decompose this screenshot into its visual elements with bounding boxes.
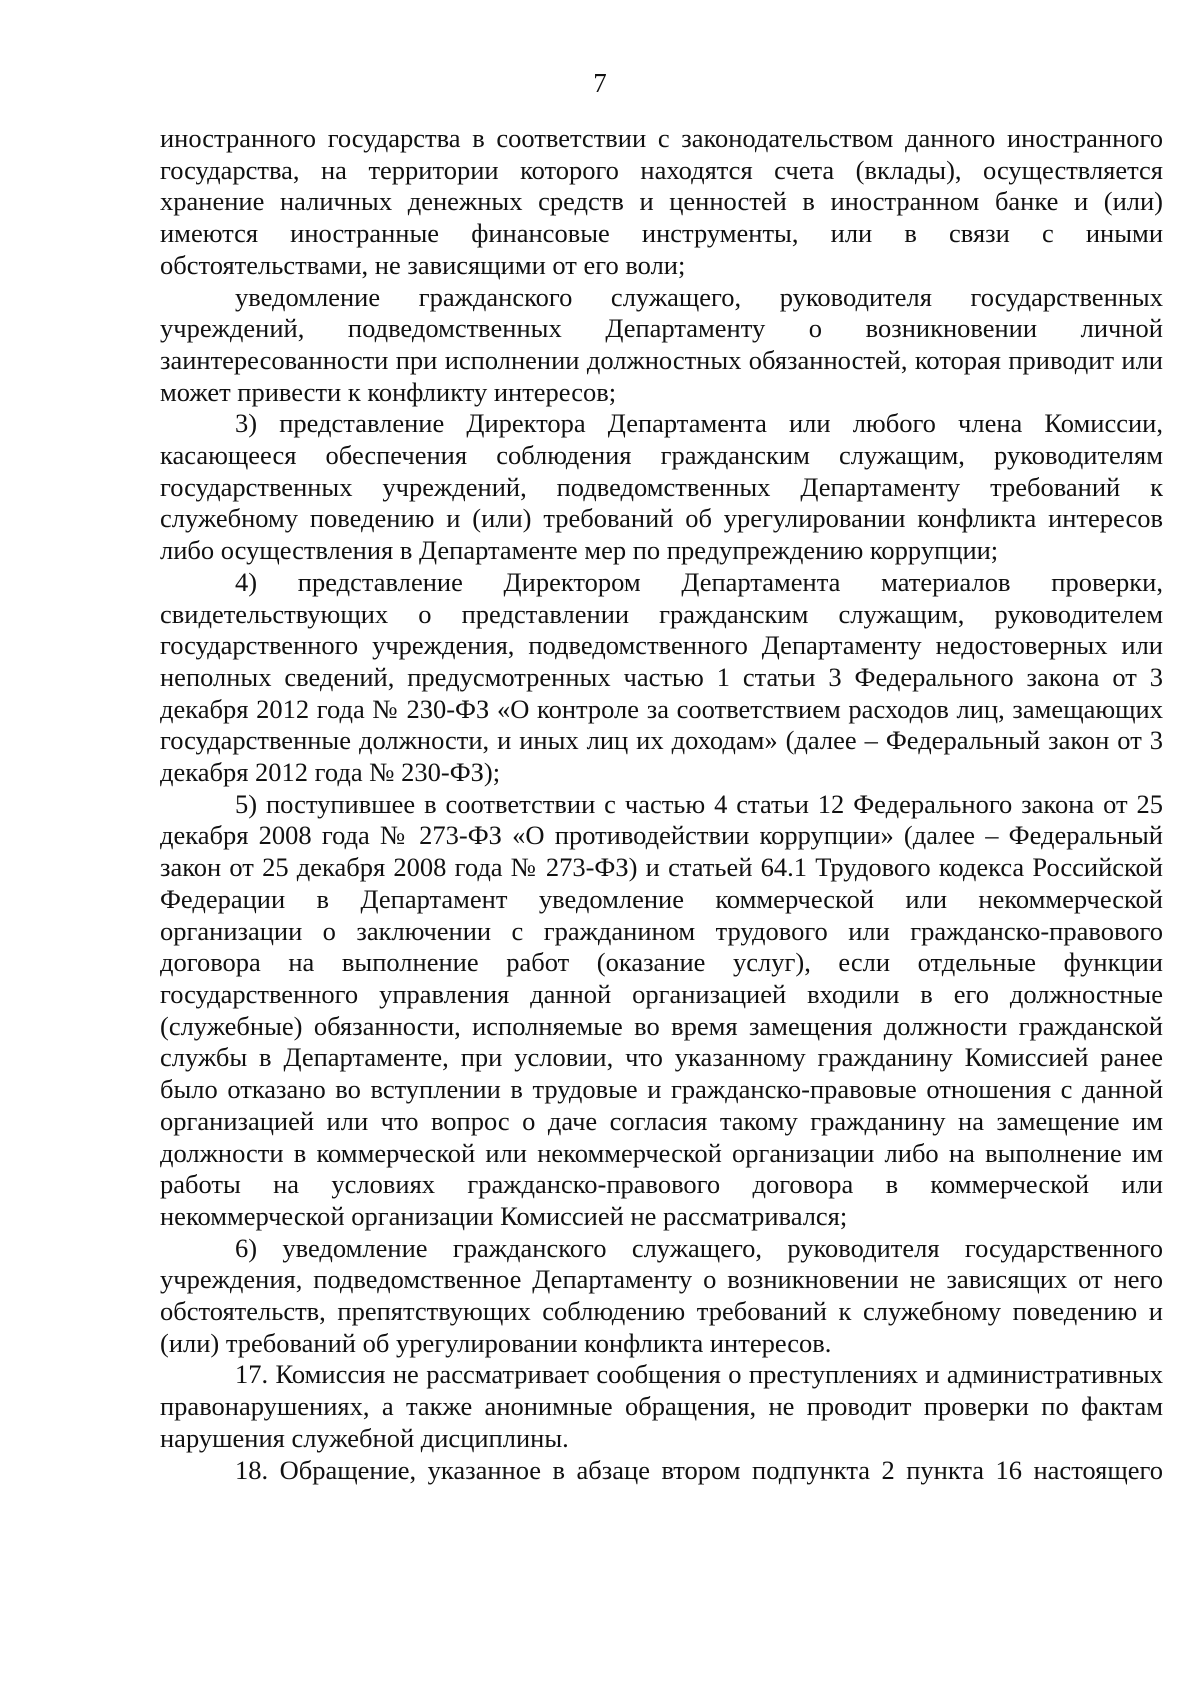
paragraph-clause-17: 17. Комиссия не рассматривает сообщения о преступлениях и административных правонарушениях, а также анонимные обращения, не проводит проверки по фактам нарушения служебной дисциплины. bbox=[160, 1359, 1163, 1453]
paragraph-clause-18: 18. Обращение, указанное в абзаце втором подпункта 2 пункта 16 настоящего bbox=[235, 1454, 1163, 1485]
paragraph-continuation: иностранного государства в соответствии с законодательством данного иностранного государства, на территории которого находятся счета (вклады), осуществляется хранение наличных денежных средств и ценностей в иностранном банке и (или) имеются иностранные финансовые инструменты, или в связи с иными обстоятельствами, не зависящими от его воли; bbox=[160, 123, 1163, 280]
paragraph-item-3: 3) представление Директора Департамента или любого члена Комиссии, касающееся обеспечения соблюдения гражданским служащим, руководителям государственных учреждений, подведомственных Департаменту требований к служебному поведению и (или) требований об урегулировании конфликта интересов либо осуществления в Департаменте мер по предупреждению коррупции; bbox=[160, 408, 1163, 566]
paragraph-item-4: 4) представление Директором Департамента материалов проверки, свидетельствующих о представлении гражданским служащим, руководителем государственного учреждения, подведомственного Департаменту недостоверных или неполных сведений, предусмотренных частью 1 статьи 3 Федерального закона от 3 декабря 2012 года № 230-ФЗ «О контроле за соответствием расходов лиц, замещающих государственные должности, и иных лиц их доходам» (далее – Федеральный закон от 3 декабря 2012 года № 230-ФЗ); bbox=[160, 566, 1163, 788]
paragraph-item-5: 5) поступившее в соответствии с частью 4 статьи 12 Федерального закона от 25 декабря 2008 года № 273-ФЗ «О противодействии коррупции» (далее – Федеральный закон от 25 декабря 2008 года № 273-ФЗ) и статьей 64.1 Трудового кодекса Российской Федерации в Департамент уведомление коммерческой или некоммерческой организации о заключении с гражданином трудового или гражданско-правового договора на выполнение работ (оказание услуг), если отдельные функции государственного управления данной организацией входили в его должностные (служебные) обязанности, исполняемые во время замещения должности гражданской службы в Департаменте, при условии, что указанному гражданину Комиссией ранее было отказано во вступлении в трудовые и гражданско-правовые отношения с данной организацией или что вопрос о даче согласия такому гражданину на замещение им должности в коммерческой или некоммерческой организации либо на выполнение им работы на условиях гражданско-правового договора в коммерческой или некоммерческой организации Комиссией не рассматривался; bbox=[160, 788, 1163, 1231]
paragraph-notification-conflict: уведомление гражданского служащего, руководителя государственных учреждений, подведомственных Департаменту о возникновении личной заинтересованности при исполнении должностных обязанностей, которая приводит или может привести к конфликту интересов; bbox=[160, 281, 1163, 407]
document-body bbox=[160, 123, 1163, 1486]
page-number: 7 bbox=[593, 68, 607, 98]
paragraph-item-6: 6) уведомление гражданского служащего, руководителя государственного учреждения, подведомственное Департаменту о возникновении не зависящих от него обстоятельств, препятствующих соблюдению требований к служебному поведению и (или) требований об урегулировании конфликта интересов. bbox=[160, 1232, 1163, 1358]
